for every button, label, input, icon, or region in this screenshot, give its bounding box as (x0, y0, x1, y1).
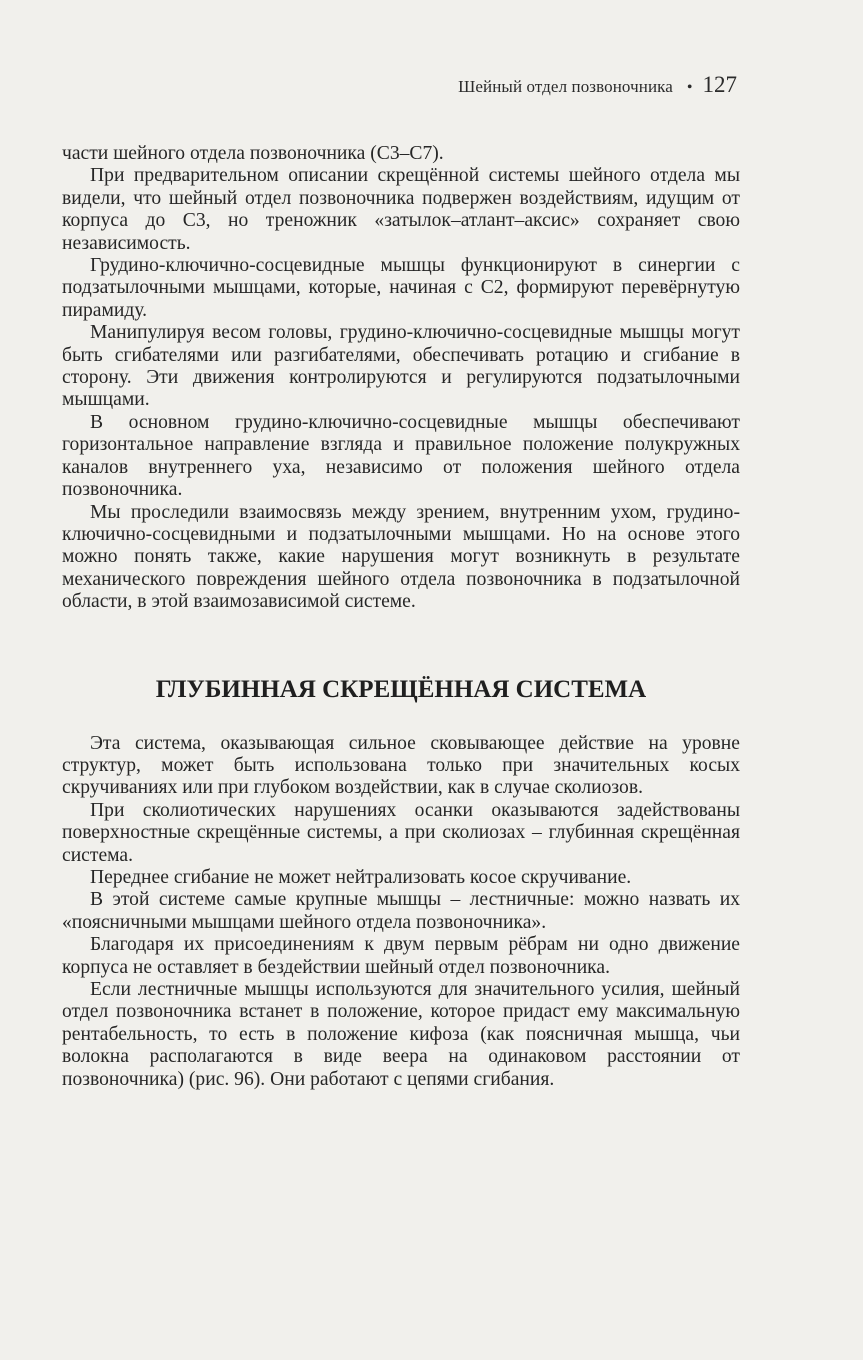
paragraph: Эта система, оказывающая сильное сковывающее действие на уровне структур, может быть использована только при значительных косых скручиваниях или при глубоком воздействии, как в случае сколиозов. (62, 732, 740, 799)
paragraph: В этой системе самые крупные мышцы – лестничные: можно назвать их «поясничными мышцами шейного отдела позвоночника». (62, 889, 740, 933)
paragraph: При предварительном описании скрещённой системы шейного отдела мы видели, что шейный отдел позвоночника подвержен воздействиям, идущим от корпуса до С3, но треножник «затылок–атлант–аксис» сохраняет свою независимость. (62, 165, 740, 254)
paragraph: Если лестничные мышцы используются для значительного усилия, шейный отдел позвоночника встанет в положение, которое придаст ему максимальную рентабельность, то есть в положение кифоза (как поясничная мышца, чьи волокна располагаются в виде веера на одинаковом расстоянии от позвоночника) (рис. 96). Они работают с цепями сгибания. (62, 979, 740, 1090)
page-body (62, 143, 740, 1091)
paragraph: части шейного отдела позвоночника (С3–С7). (62, 143, 444, 164)
paragraph: Мы проследили взаимосвязь между зрением, внутренним ухом, грудино-ключично-сосцевидными и подзатылочными мышцами. Но на основе этого можно понять также, какие нарушения могут возникнуть в результате механического повреждения шейного отдела позвоночника в подзатылочной области, в этой взаимозависимой системе. (62, 501, 740, 613)
paragraph: Благодаря их присоединениям к двум первым рёбрам ни одно движение корпуса не оставляет в бездействии шейный отдел позвоночника. (62, 934, 740, 978)
section-heading: ГЛУБИННАЯ СКРЕЩЁННАЯ СИСТЕМА (155, 675, 647, 703)
running-title: Шейный отдел позвоночника (458, 77, 673, 96)
paragraph: Грудино-ключично-сосцевидные мышцы функционируют в синергии с подзатылочными мышцами, которые, начиная с С2, формируют перевёрнутую пирамиду. (62, 255, 740, 321)
paragraph: В основном грудино-ключично-сосцевидные мышцы обеспечивают горизонтальное направление взгляда и правильное положение полукружных каналов внутреннего уха, независимо от положения шейного отдела позвоночника. (62, 411, 740, 501)
page-header (0, 72, 737, 98)
header-separator: • (686, 79, 693, 96)
paragraph: Переднее сгибание не может нейтрализовать косое скручивание. (90, 866, 632, 888)
page-number: 127 (702, 72, 737, 97)
paragraph: Манипулируя весом головы, грудино-ключично-сосцевидные мышцы могут быть сгибателями или разгибателями, обеспечивать ротацию и сгибание в сторону. Эти движения контролируются и регулируются подзатылочными мышцами. (62, 322, 740, 411)
paragraph: При сколиотических нарушениях осанки оказываются задействованы поверхностные скрещённые системы, а при сколиозах – глубинная скрещённая система. (62, 799, 740, 866)
